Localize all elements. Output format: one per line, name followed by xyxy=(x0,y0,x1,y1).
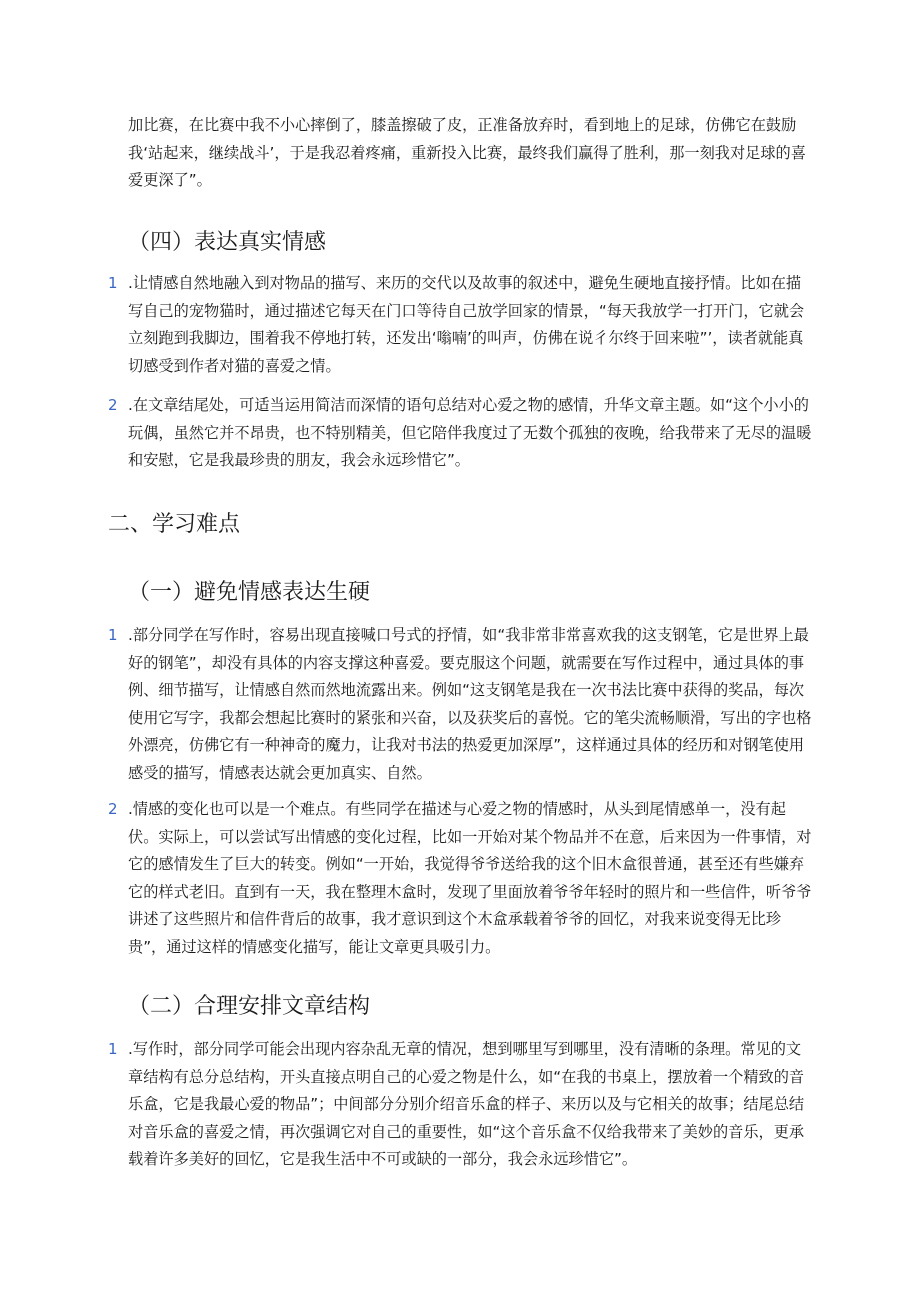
section-heading-express-emotion: （四）表达真实情感 xyxy=(128,230,327,255)
list-number: 1 xyxy=(108,1040,118,1058)
list-item-text: .情感的变化也可以是一个难点。有些同学在描述与心爱之物的情感时，从头到尾情感单一，没有起伏。实际上，可以尝试写出情感的变化过程，比如一开始对某个物品并不在意，后来因为一件事情，对它的感情发生了巨大的转变。例如“一开始，我觉得爷爷送给我的这个旧木盒很普通，甚至还有些嫌弃它的样式老旧。直到有一天，我在整理木盒时，发现了里面放着爷爷年轻时的照片和一些信件，听爷爷讲述了这些照片和信件背后的故事，我才意识到这个木盒承载着爷爷的回忆，对我来说变得无比珍贵”，通过这样的情感变化描写，能让文章更具吸引力。 xyxy=(128,800,812,956)
chapter-heading-difficulties: 二、学习难点 xyxy=(108,512,241,537)
list-item-text: .让情感自然地融入到对物品的描写、来历的交代以及故事的叙述中，避免生硬地直接抒情。比如在描写自己的宠物猫时，通过描述它每天在门口等待自己放学回家的情景，“每天我放学一打开门，它就会立刻跑到我脚边，围着我不停地打转，还发出‘嗡喃’的叫声，仿佛在说彳尔终于回来啦”’，读者就能真切感受到作者对猫的喜爱之情。 xyxy=(128,274,805,375)
list-number: 2 xyxy=(108,396,118,414)
list-item-text: .在文章结尾处，可适当运用简洁而深情的语句总结对心爱之物的感情，升华文章主题。如“这个小小的玩偶，虽然它并不昂贵，也不特别精美，但它陪伴我度过了无数个孤独的夜晚，给我带来了无尽的温暖和安慰，它是我最珍贵的朋友，我会永远珍惜它”。 xyxy=(128,396,812,469)
section-heading-avoid-stiff-emotion: （一）避免情感表达生硬 xyxy=(128,580,371,605)
list-number: 2 xyxy=(108,800,118,818)
intro-paragraph: 加比赛，在比赛中我不小心摔倒了，膝盖擦破了皮，正准备放弃时，看到地上的足球，仿佛它在鼓励我‘站起来，继续战斗’，于是我忍着疼痛，重新投入比赛，最终我们赢得了胜利，那一刻我对足球的喜爱更深了”。 xyxy=(128,116,806,189)
list-item-text: .写作时，部分同学可能会出现内容杂乱无章的情况，想到哪里写到哪里，没有清晰的条理。常见的文章结构有总分总结构，开头直接点明自己的心爱之物是什么，如“在我的书桌上，摆放着一个精致的音乐盒，它是我最心爱的物品”；中间部分分别介绍音乐盒的样子、来历以及与它相关的故事；结尾总结对音乐盒的喜爱之情，再次强调它对自己的重要性，如“这个音乐盒不仅给我带来了美妙的音乐，更承载着许多美好的回忆，它是我生活中不可或缺的一部分，我会永远珍惜它”。 xyxy=(128,1040,805,1168)
list-item-text: .部分同学在写作时，容易出现直接喊口号式的抒情，如“我非常非常喜欢我的这支钢笔，它是世界上最好的钢笔”，却没有具体的内容支撑这种喜爱。要克服这个问题，就需要在写作过程中，通过具体的事例、细节描写，让情感自然而然地流露出来。例如“这支钢笔是我在一次书法比赛中获得的奖品，每次使用它写字，我都会想起比赛时的紧张和兴奋，以及获奖后的喜悦。它的笔尖流畅顺滑，写出的字也格外漂亮，仿佛它有一种神奇的魔力，让我对书法的热爱更加深厚”，这样通过具体的经历和对钢笔使用感受的描写，情感表达就会更加真实、自然。 xyxy=(128,626,812,782)
list-number: 1 xyxy=(108,274,118,292)
section-heading-structure: （二）合理安排文章结构 xyxy=(128,994,371,1019)
list-number: 1 xyxy=(108,626,118,644)
